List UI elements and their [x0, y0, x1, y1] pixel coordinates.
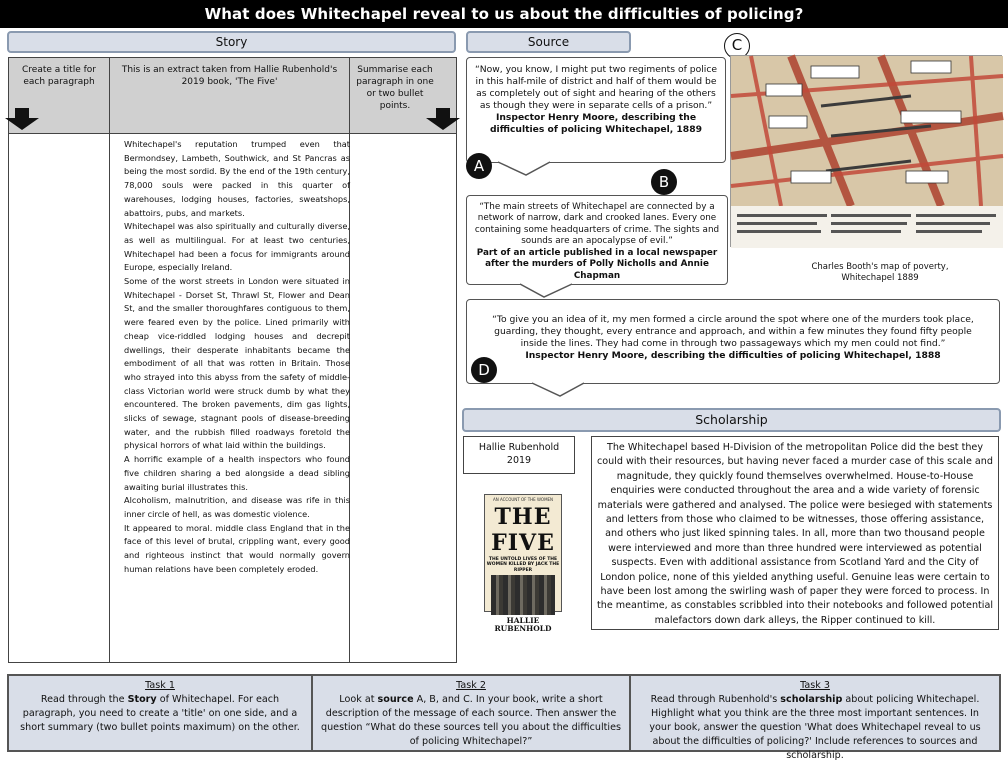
- source-d-box: [466, 299, 1000, 384]
- story-paragraph: Alcoholism, malnutrition, and disease was rife in this inner circle of hell, as was domestic violence.: [124, 495, 350, 519]
- col-summary-head: Summarise each paragraph in one or two bullet points.: [350, 58, 456, 134]
- story-paragraph: Whitechapel was also spiritually and culturally diverse, as well as multilingual. For at least two centuries, Whitechapel had been a focus for immigrants around Europe, especially Ireland.: [124, 221, 350, 273]
- task-3-bold: scholarship: [780, 694, 843, 705]
- task-3-text: Read through Rubenhold's: [650, 694, 781, 705]
- book-subtitle: THE UNTOLD LIVES OF THE WOMEN KILLED BY JACK THE RIPPER: [486, 557, 560, 573]
- book-cover: [484, 494, 562, 634]
- col-extract-head: This is an extract taken from Hallie Rubenhold's 2019 book, 'The Five': [110, 58, 350, 134]
- story-header: Story: [7, 31, 456, 53]
- task-1-text-rest: of Whitechapel. For each paragraph, you need to create a 'title' on one side, and a short summary (two bullet points maximum) on the other.: [20, 694, 300, 733]
- tasks-bar: [7, 674, 1001, 761]
- task-2-bold: source: [377, 694, 414, 705]
- story-extract: [124, 138, 350, 577]
- book-top-line: AN ACCOUNT OF THE WOMEN: [492, 497, 554, 502]
- task-2-title: Task 2: [456, 680, 486, 691]
- source-d-quote: “To give you an idea of it, my men formed a circle around the spot where one of the murders took place, guarding, they thought, every entrance and approach, and within a few minutes they found fifty people inside the lines. They had come in through two passageways which my men could not find.”: [492, 314, 974, 349]
- task-1-text: Read through the: [40, 694, 128, 705]
- scholar-author-box: [463, 436, 575, 474]
- speech-tail-icon: [520, 283, 572, 299]
- task-1: [9, 676, 311, 750]
- map-image: [731, 56, 1003, 248]
- task-1-title: Task 1: [145, 680, 175, 691]
- task-2: [311, 676, 629, 750]
- source-d-label: D: [471, 357, 497, 383]
- source-a-attribution: Inspector Henry Moore, describing the difficulties of policing Whitechapel, 1889: [489, 111, 702, 135]
- scholar-year: 2019: [506, 455, 532, 467]
- task-1-bold: Story: [127, 694, 157, 705]
- scholarship-text: The Whitechapel based H-Division of the metropolitan Police did the best they could with their resources, but having never faced a murder case of this scale and magnitude, they quickly found themselves overwhelmed. House-to-House enquiries were conducted throughout the area and a wide variety of forensic materials were gathered and analysed. The police were besieged with statements and letters from those who claimed to be witnesses, those offering assistance, and others who just liked spinning tales. In all, more than two thousand people were interviewed and more than three hundred were interviewed as potential suspects. Even with additional assistance from Scotland Yard and the City of London police, none of this yielded anything useful. Genuine leas were certain to have been lost among the swirling wash of paper they were forced to process. In the meantime, as constables scribbled into their notebooks and followed potential malefactors down dark alleys, the Ripper continued to kill.: [591, 436, 999, 630]
- map-caption: Charles Booth's map of poverty, Whitechapel 1889: [811, 262, 949, 284]
- col-title-body[interactable]: [9, 134, 110, 662]
- story-paragraph: A horrific example of a health inspectors who found five children sharing a bed alongside a dead sibling awaiting burial illustrates this.: [124, 454, 350, 492]
- source-b-box: [466, 195, 728, 285]
- story-paragraph: Some of the worst streets in London were situated in Whitechapel - Dorset St, Thrawl St, Flower and Dean St, and the smaller thoroughfares contiguous to them, were feared even by the police. Lined primarily with cheap vice-riddled lodging houses and decrepit dwellings, their desperate inhabitants became the embodiment of all that was rotten in Britain. Those who strayed into this abyss from the safety of middle-class Victorian world were struck dumb by what they encountered. The broken pavements, dim gas lights, slicks of sewage, stagnant pools of disease-breeding water, and the rubbish filled roadways foretold the physical horrors of what laid within the buildings.: [124, 276, 350, 451]
- source-b-quote: “The main streets of Whitechapel are connected by a network of narrow, dark and crooked lanes. Every one containing some headquarters of crime. The sights and sounds are an apocalypse of evil.”: [474, 202, 720, 247]
- story-table: [8, 57, 457, 663]
- speech-tail-icon: [498, 161, 550, 177]
- source-c-label: C: [724, 33, 750, 59]
- task-3-title: Task 3: [800, 680, 830, 691]
- book-title: THE FIVE: [491, 504, 555, 556]
- story-paragraph: It appeared to moral. middle class England that in the face of this level of brutal, crippling want, every good and righteous instinct that would normally govern human relations have been completely eroded.: [124, 522, 350, 574]
- booth-poverty-map: [730, 55, 1002, 247]
- down-arrow-icon: [426, 108, 460, 130]
- task-2-text: Look at: [339, 694, 378, 705]
- book-author-last: RUBENHOLD: [494, 624, 552, 634]
- book-photo: [491, 575, 555, 615]
- task-2-text-rest: A, B, and C. In your book, write a short description of the message of each source. Then answer the question “What do these sources tell you about the difficulties of policing Whitechapel?”: [321, 694, 621, 747]
- col-title-head: Create a title for each paragraph: [9, 58, 110, 134]
- source-b-attribution: Part of an article published in a local newspaper after the murders of Polly Nicholls and Annie Chapman: [476, 247, 718, 281]
- scholarship-header: Scholarship: [462, 408, 1001, 432]
- source-a-label: A: [466, 153, 492, 179]
- source-d-attribution: Inspector Henry Moore, describing the difficulties of policing Whitechapel, 1888: [525, 349, 941, 361]
- col-summary-body[interactable]: [350, 134, 456, 662]
- story-paragraph: Whitechapel's reputation trumped even that Bermondsey, Lambeth, Southwick, and St Pancras as being the most sordid. By the end of the 19th century, 78,000 souls were packed in this quarter of warehouses, lodging houses, factories, sweatshops, abattoirs, pubs, and markets.: [124, 139, 350, 218]
- task-3-text-rest: about policing Whitechapel. Highlight what you think are the three most important sentences. In your book, answer the question 'What does Whitechapel reveal to us about the difficulties of policing?' Include references to sources and scholarship.: [649, 694, 981, 761]
- down-arrow-icon: [5, 108, 39, 130]
- scholar-author: Hallie Rubenhold: [478, 442, 560, 453]
- source-b-label: B: [651, 169, 677, 195]
- source-header: Source: [466, 31, 631, 53]
- page-title: What does Whitechapel reveal to us about the difficulties of policing?: [0, 0, 1008, 28]
- task-3: [629, 676, 999, 761]
- speech-tail-icon: [532, 382, 584, 398]
- source-a-box: [466, 57, 726, 163]
- source-a-quote: “Now, you know, I might put two regiments of police in this half-mile of district and half of them would be as completely out of sight and hearing of the others as though they were in separate cells of a prison.”: [474, 64, 718, 111]
- book-author-first: HALLIE: [506, 616, 540, 626]
